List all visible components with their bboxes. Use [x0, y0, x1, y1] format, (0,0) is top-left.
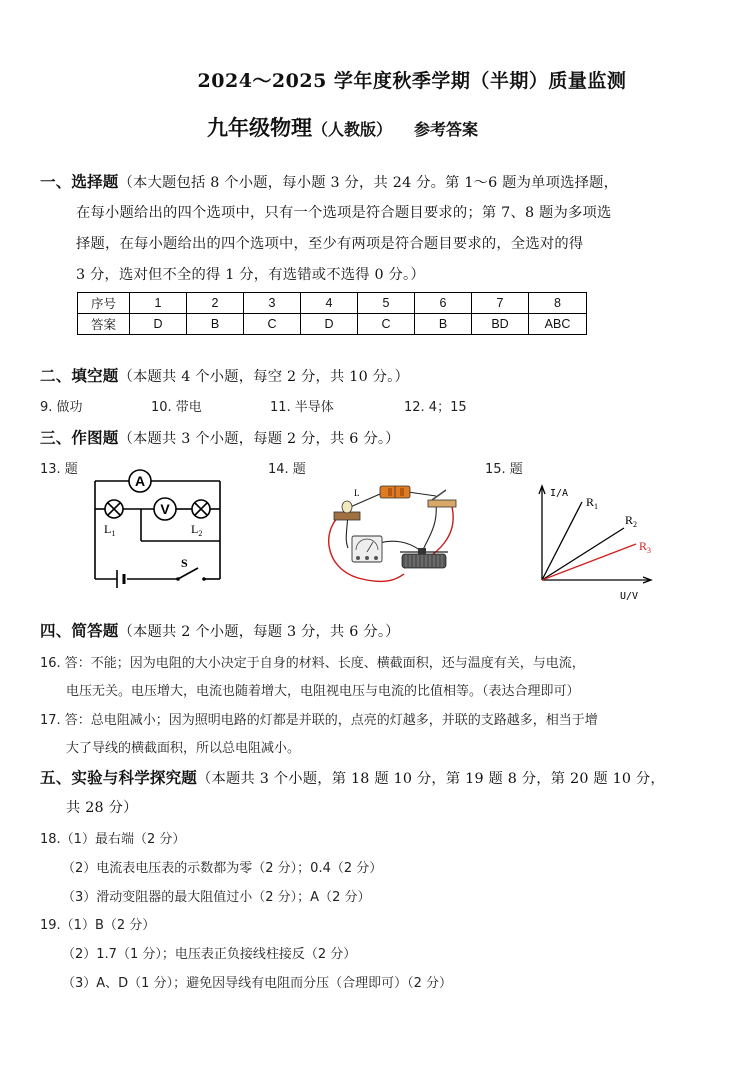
q19-part2: （2）1.7（1 分）；电压表正负接线柱接反（2 分） — [62, 947, 357, 962]
section2-note: （本题共 4 个小题，每空 2 分，共 10 分。） — [118, 369, 409, 385]
q18-part3: （3）滑动变阻器的最大阻值过小（2 分）；A（2 分） — [62, 890, 371, 905]
section5-heading: 五、实验与科学探究题 — [40, 768, 198, 787]
subject-name: 九年级物理 — [207, 115, 312, 140]
fig15-label: 15. 题 — [485, 462, 523, 477]
meter-device — [352, 536, 382, 562]
y-axis-label: I/A — [550, 488, 569, 499]
table-cell: 2 — [187, 293, 244, 314]
section1-note: （本大题包括 8 个小题，每小题 3 分，共 24 分。第 1～6 题为单项选择题， — [118, 175, 619, 191]
r3-label: R — [639, 539, 648, 553]
battery-pack — [380, 486, 410, 498]
q18-part2: （2）电流表电压表的示数都为零（2 分）；0.4（2 分） — [62, 861, 383, 876]
section1-line4: 3 分，选对但不全的得 1 分，有选错或不选得 0 分。） — [76, 267, 425, 283]
section5-note: （本题共 3 个小题，第 18 题 10 分，第 19 题 8 分，第 20 题 10 分， — [197, 771, 665, 787]
q17-line1: 17. 答：总电阻减小；因为照明电路的灯都是并联的，点亮的灯越多，并联的支路越多，相当于增 — [40, 713, 598, 728]
q19-part3: （3）A、D（1 分）；避免因导线有电阻而分压（合理即可）（2 分） — [62, 976, 452, 991]
svg-text:L1 — [104, 522, 115, 538]
table-row-answers — [78, 314, 587, 335]
svg-text:L2 — [191, 522, 202, 538]
table-cell: 3 — [244, 293, 301, 314]
lamp-label: L — [354, 488, 360, 498]
switch-label: S — [181, 556, 188, 570]
svg-text:R3 — [639, 539, 651, 555]
q19-part1: 19.（1）B（2 分） — [40, 918, 156, 933]
ammeter-symbol — [129, 470, 151, 492]
table-cell: 4 — [301, 293, 358, 314]
lamp1-symbol — [105, 500, 123, 518]
section5-line1 — [40, 766, 665, 788]
fill-answer-12: 12. 4；15 — [404, 400, 467, 415]
fig13-label: 13. 题 — [40, 462, 78, 477]
section4-heading: 四、简答题 — [40, 621, 119, 640]
lamp1-label: L — [104, 522, 112, 536]
fig13-circuit-diagram — [80, 462, 240, 592]
svg-text:R2 — [625, 513, 637, 529]
svg-text:R1 — [586, 495, 598, 511]
subject-title — [207, 112, 478, 142]
q17-line2: 大了导线的横截面积，所以总电阻减小。 — [66, 741, 301, 756]
lamp1-subscript: 1 — [111, 529, 116, 538]
fig14-wiring-illustration — [318, 478, 468, 588]
table-cell: C — [358, 314, 415, 335]
q16-line2: 电压无关。电压增大，电流也随着增大，电阻视电压与电流的比值相等。（表达合理即可） — [66, 684, 580, 699]
exam-title: 2024～2025 学年度秋季学期（半期）质量监测 — [197, 70, 627, 92]
r3-subscript: 3 — [647, 546, 652, 555]
lamp2-label: L — [191, 522, 199, 536]
table-cell: B — [187, 314, 244, 335]
knife-switch — [428, 490, 456, 507]
table-row-numbers — [78, 293, 587, 314]
section2-line — [40, 364, 409, 386]
section3-heading: 三、作图题 — [40, 428, 119, 447]
section3-line — [40, 426, 400, 448]
lamp2-subscript: 2 — [198, 529, 203, 538]
table-cell: D — [130, 314, 187, 335]
table-header-number: 序号 — [78, 293, 130, 314]
section5-line2: 共 28 分） — [66, 800, 138, 816]
table-cell: 1 — [130, 293, 187, 314]
q16-line1: 16. 答：不能；因为电阻的大小决定于自身的材料、长度、横截面积，还与温度有关，与电流， — [40, 656, 585, 671]
table-cell: B — [415, 314, 472, 335]
voltmeter-label: V — [160, 501, 170, 517]
rheostat-device — [400, 548, 448, 568]
section4-note: （本题共 2 个小题，每题 3 分，共 6 分。） — [118, 624, 400, 640]
section1-heading: 一、选择题 — [40, 172, 119, 191]
table-cell: C — [244, 314, 301, 335]
line-r3 — [542, 544, 636, 580]
ammeter-label: A — [134, 473, 146, 489]
fig15-iu-graph — [520, 480, 670, 600]
fill-answer-9: 9. 做功 — [40, 400, 83, 415]
q18-part1: 18.（1）最右端（2 分） — [40, 832, 186, 847]
answer-table — [77, 292, 587, 335]
r1-label: R — [586, 495, 595, 509]
r2-label: R — [625, 513, 634, 527]
table-cell: 8 — [529, 293, 587, 314]
line-r1 — [542, 502, 582, 580]
table-header-answer: 答案 — [78, 314, 130, 335]
fig14-label: 14. 题 — [268, 462, 306, 477]
lamp-holder — [334, 501, 360, 520]
r1-subscript: 1 — [594, 502, 599, 511]
voltmeter-symbol — [154, 498, 176, 520]
x-axis-label: U/V — [620, 591, 639, 600]
edition-label: （人教版） — [312, 120, 393, 139]
table-cell: D — [301, 314, 358, 335]
section1-line2: 在每小题给出的四个选项中，只有一个选项是符合题目要求的；第 7、8 题为多项选 — [76, 205, 612, 221]
section1-line3: 择题，在每小题给出的四个选项中，至少有两项是符合题目要求的，全选对的得 — [76, 236, 584, 252]
lamp2-symbol — [192, 500, 210, 518]
table-cell: ABC — [529, 314, 587, 335]
table-cell: 7 — [472, 293, 529, 314]
table-cell: 5 — [358, 293, 415, 314]
answer-key-label: 参考答案 — [414, 120, 479, 139]
section1-line1 — [40, 170, 618, 192]
table-cell: BD — [472, 314, 529, 335]
fill-answer-10: 10. 带电 — [151, 400, 202, 415]
section2-heading: 二、填空题 — [40, 366, 119, 385]
r2-subscript: 2 — [633, 520, 638, 529]
table-cell: 6 — [415, 293, 472, 314]
section4-line — [40, 619, 400, 641]
section3-note: （本题共 3 个小题，每题 2 分，共 6 分。） — [118, 431, 400, 447]
fill-answer-11: 11. 半导体 — [270, 400, 334, 415]
